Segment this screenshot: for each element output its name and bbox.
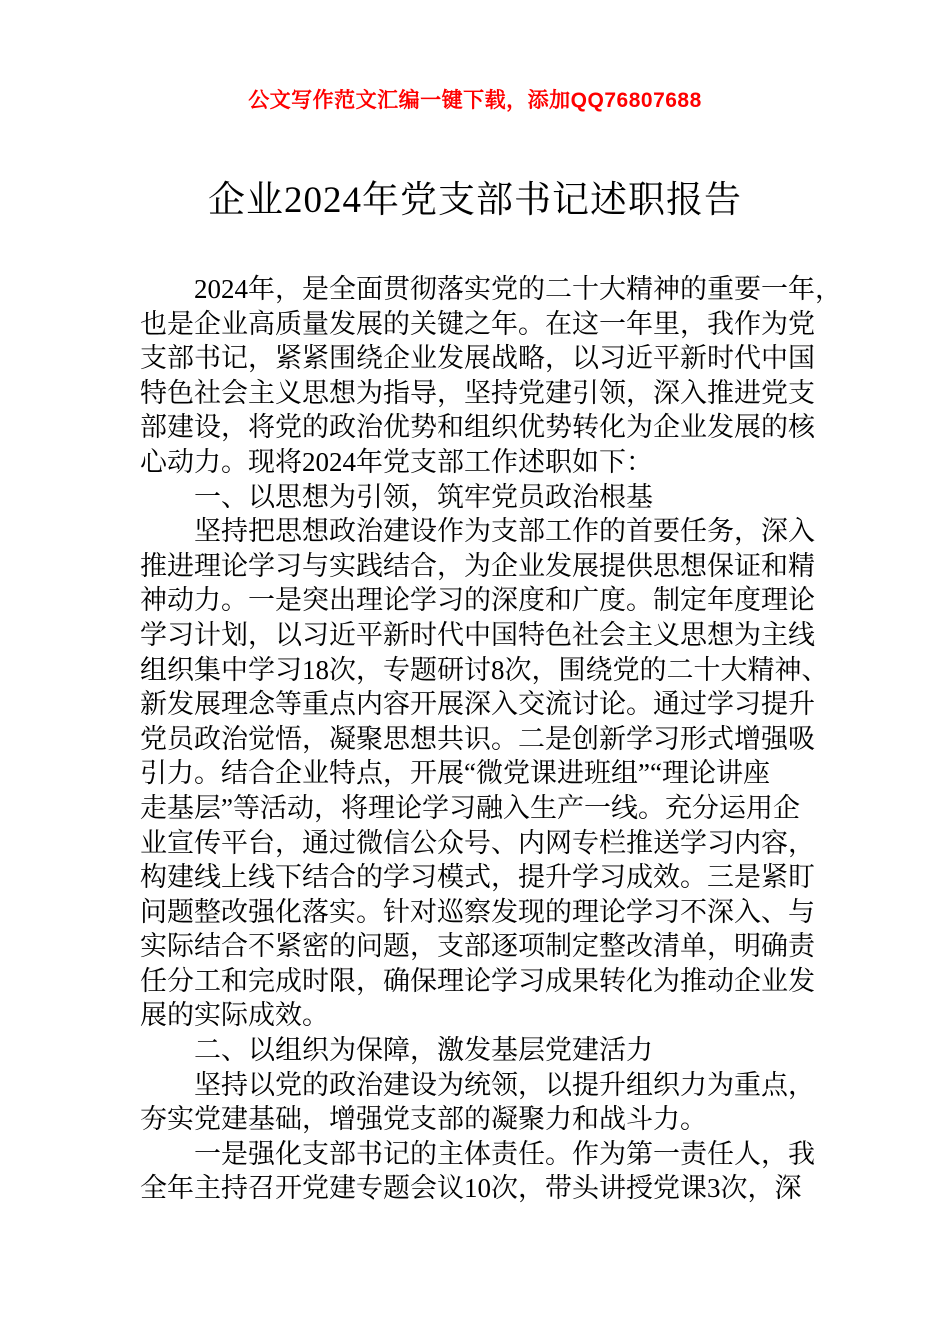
text-line: 夯实党建基础，增强党支部的凝聚力和战斗力。 (140, 1104, 707, 1135)
document-title: 企业2024年党支部书记述职报告 (208, 180, 742, 221)
text-line: 党员政治觉悟，凝聚思想共识。二是创新学习形式增强吸 (140, 723, 815, 754)
intro-paragraph (140, 272, 842, 480)
text-line: 心动力。现将2024年党支部工作述职如下： (140, 446, 653, 477)
text-line: 二、以组织为保障，激发基层党建活力 (194, 1035, 653, 1066)
section-1-heading (140, 480, 835, 515)
text-line: 一、以思想为引领，筑牢党员政治根基 (194, 481, 653, 512)
section-2-heading (140, 1033, 835, 1068)
text-line: 一是强化支部书记的主体责任。作为第一责任人，我 (194, 1138, 815, 1169)
text-line: 走基层”等活动，将理论学习融入生产一线。充分运用企 (140, 792, 800, 823)
section-2-body-paragraph (140, 1068, 835, 1137)
text-line: 构建线上线下结合的学习模式，提升学习成效。三是紧盯 (140, 862, 815, 893)
document-body (140, 272, 842, 1206)
text-line: 问题整改强化落实。针对巡察发现的理论学习不深入、与 (140, 896, 815, 927)
text-line: 实际结合不紧密的问题，支部逐项制定整改清单，明确责 (140, 931, 815, 962)
text-line: 部建设，将党的政治优势和组织优势转化为企业发展的核 (140, 412, 815, 443)
text-line: 坚持把思想政治建设作为支部工作的首要任务，深入 (194, 516, 815, 547)
text-line: 支部书记，紧紧围绕企业发展战略，以习近平新时代中国 (140, 343, 815, 374)
promo-banner-text: 公文写作范文汇编一键下载，添加QQ76807688 (248, 89, 702, 112)
text-line: 特色社会主义思想为指导，坚持党建引领，深入推进党支 (140, 377, 815, 408)
text-line: 推进理论学习与实践结合，为企业发展提供思想保证和精 (140, 550, 815, 581)
text-line: 神动力。一是突出理论学习的深度和广度。制定年度理论 (140, 585, 815, 616)
section-1-body-paragraph (140, 514, 835, 1033)
text-line: 学习计划，以习近平新时代中国特色社会主义思想为主线 (140, 619, 815, 650)
text-line: 也是企业高质量发展的关键之年。在这一年里，我作为党 (140, 308, 815, 339)
text-line: 任分工和完成时限，确保理论学习成果转化为推动企业发 (140, 965, 815, 996)
text-line: 组织集中学习18次，专题研讨8次，围绕党的二十大精神、 (140, 654, 829, 685)
text-line: 坚持以党的政治建设为统领，以提升组织力为重点， (194, 1069, 815, 1100)
text-line: 引力。结合企业特点，开展“微党课进班组”“理论讲座 (140, 758, 770, 789)
text-line: 全年主持召开党建专题会议10次，带头讲授党课3次，深 (140, 1173, 802, 1204)
text-line: 2024年，是全面贯彻落实党的二十大精神的重要一年， (194, 274, 842, 304)
text-line: 新发展理念等重点内容开展深入交流讨论。通过学习提升 (140, 689, 815, 720)
text-line: 展的实际成效。 (140, 1000, 329, 1031)
text-line: 业宣传平台，通过微信公众号、内网专栏推送学习内容， (140, 827, 815, 858)
section-2-body-paragraph-2 (140, 1137, 835, 1206)
